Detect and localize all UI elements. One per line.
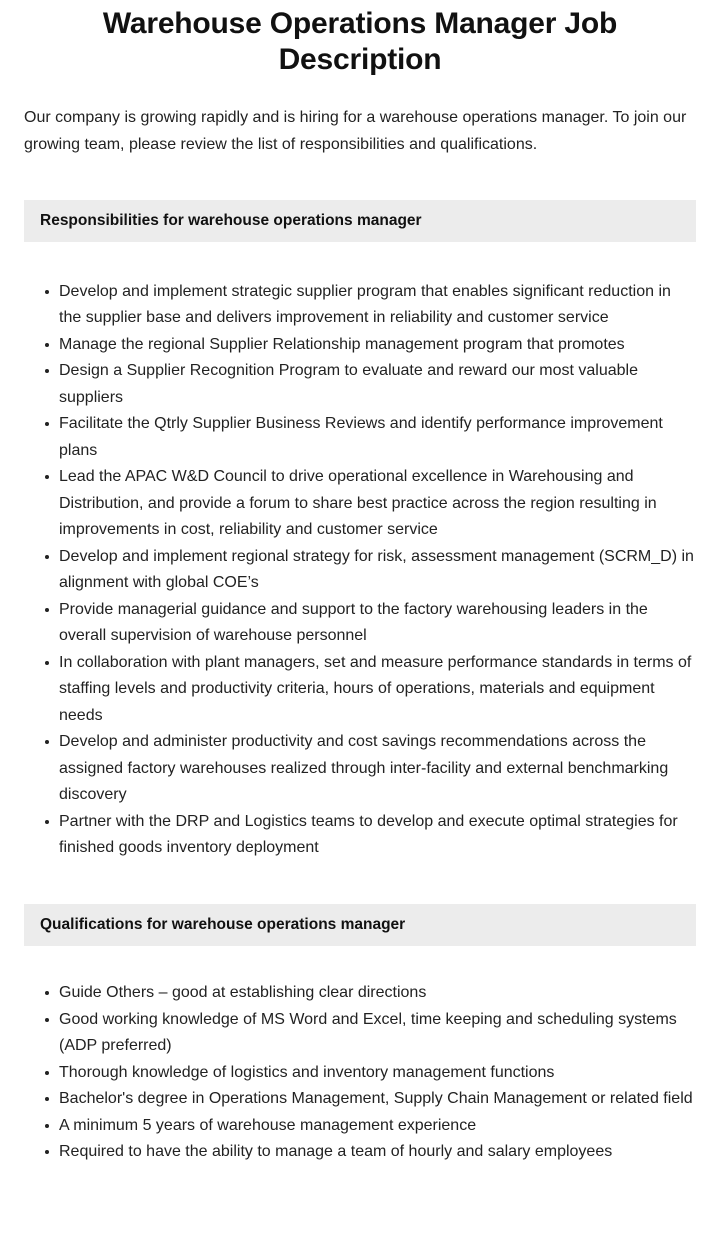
list-item: Facilitate the Qtrly Supplier Business Reviews and identify performance improvement plans — [24, 411, 696, 464]
section-header-wrap — [0, 158, 720, 242]
section-qualifications — [0, 862, 720, 1166]
section-header-wrap — [0, 862, 720, 946]
list-item: Guide Others – good at establishing clear directions — [24, 980, 696, 1007]
list-item: A minimum 5 years of warehouse management experience — [24, 1113, 696, 1140]
section-responsibilities — [0, 158, 720, 862]
list-item: Manage the regional Supplier Relationship management program that promotes — [24, 332, 696, 359]
page-bottom-spacer — [0, 1166, 720, 1206]
section-heading-qualifications: Qualifications for warehouse operations manager — [24, 904, 696, 946]
intro-paragraph: Our company is growing rapidly and is hiring for a warehouse operations manager. To join our growing team, please review the list of responsibilities and qualifications. — [24, 109, 687, 153]
list-item: Develop and administer productivity and cost savings recommendations across the assigned factory warehouses realized through inter-facility and external benchmarking discovery — [24, 729, 696, 809]
list-item: Thorough knowledge of logistics and inventory management functions — [24, 1060, 696, 1087]
list-item: In collaboration with plant managers, set and measure performance standards in terms of staffing levels and productivity criteria, hours of operations, materials and equipment needs — [24, 650, 696, 730]
qualifications-list — [0, 958, 720, 1166]
page-title: Warehouse Operations Manager Job Description — [102, 7, 618, 76]
list-item: Design a Supplier Recognition Program to evaluate and reward our most valuable suppliers — [24, 358, 696, 411]
responsibilities-list — [0, 255, 720, 862]
list-item: Provide managerial guidance and support to the factory warehousing leaders in the overall supervision of warehouse personnel — [24, 597, 696, 650]
list-item: Required to have the ability to manage a team of hourly and salary employees — [24, 1139, 696, 1166]
section-heading-responsibilities: Responsibilities for warehouse operations manager — [24, 200, 696, 242]
list-item: Good working knowledge of MS Word and Excel, time keeping and scheduling systems (ADP preferred) — [24, 1007, 696, 1060]
list-item: Develop and implement strategic supplier program that enables significant reduction in the supplier base and delivers improvement in reliability and customer service — [24, 279, 696, 332]
list-item: Bachelor's degree in Operations Management, Supply Chain Management or related field — [24, 1086, 696, 1113]
list-item: Lead the APAC W&D Council to drive operational excellence in Warehousing and Distribution, and provide a forum to share best practice across the region resulting in improvements in cost, reliability and customer service — [24, 464, 696, 544]
list-item: Develop and implement regional strategy for risk, assessment management (SCRM_D) in alignment with global COE’s — [24, 544, 696, 597]
list-item: Partner with the DRP and Logistics teams to develop and execute optimal strategies for finished goods inventory deployment — [24, 809, 696, 862]
